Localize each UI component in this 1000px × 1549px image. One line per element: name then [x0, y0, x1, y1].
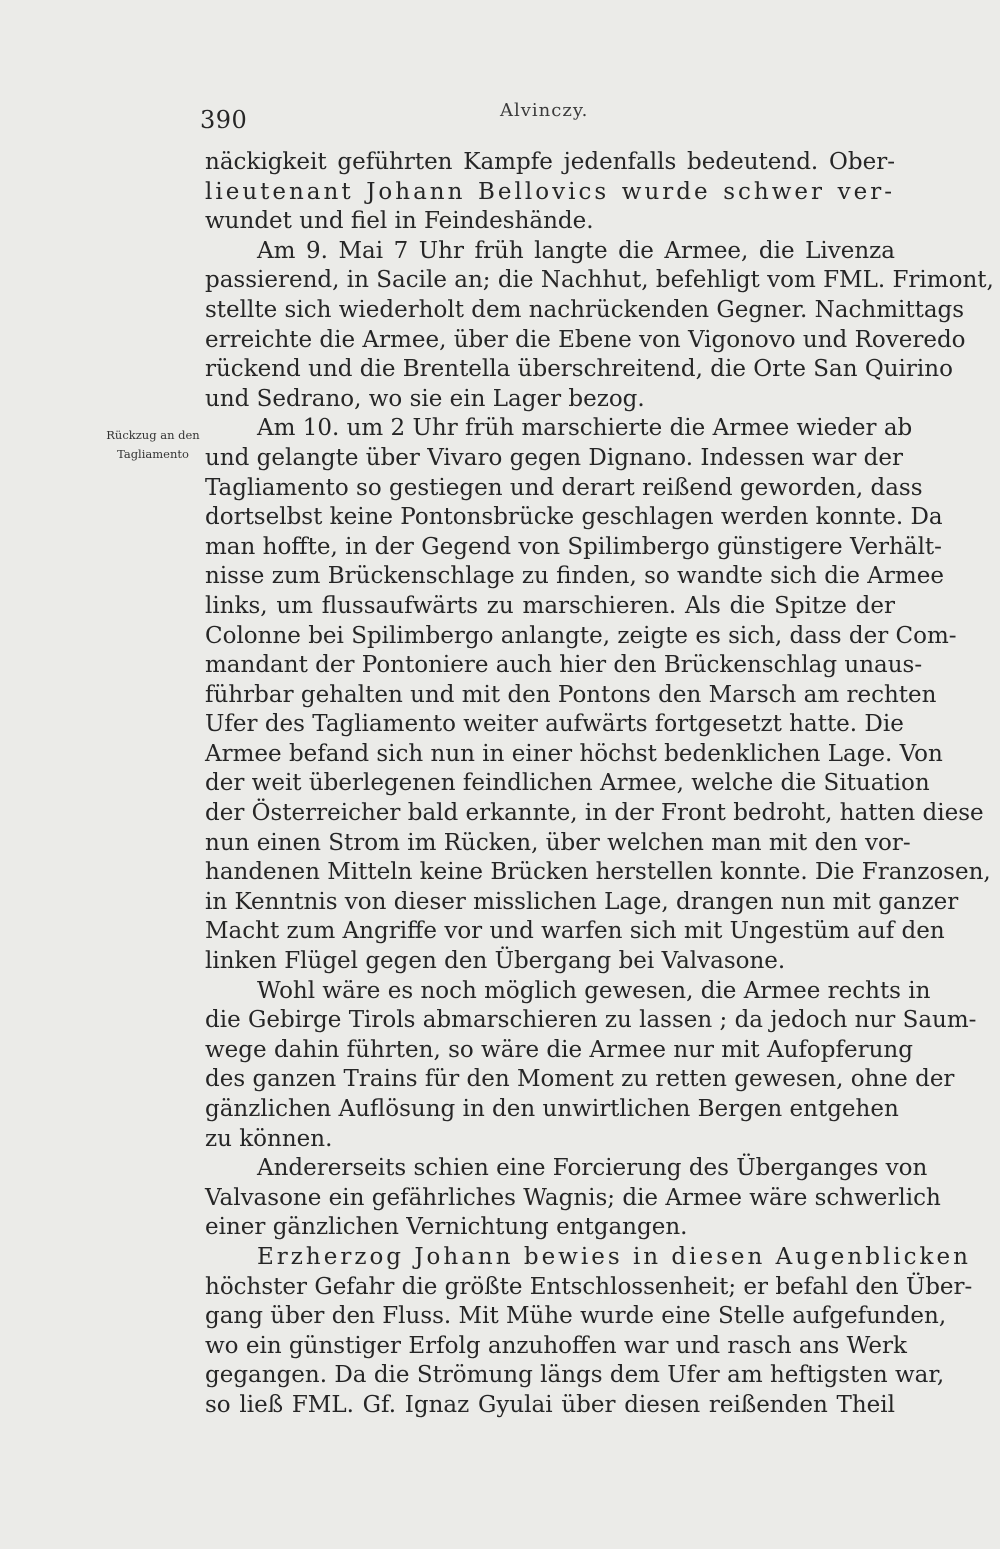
page-header	[200, 100, 890, 140]
body-text	[205, 148, 994, 1421]
text-line: zu können.	[205, 1125, 333, 1152]
text-line: in Kenntnis von dieser misslichen Lage, drangen nun mit ganzer	[205, 888, 959, 915]
text-line: Colonne bei Spilimbergo anlangte, zeigte es sich, dass der Com-	[205, 622, 957, 649]
page-number: 390	[200, 106, 248, 134]
text-line: gegangen. Da die Strömung längs dem Ufer am heftigsten war,	[205, 1362, 945, 1389]
text-line: stellte sich wiederholt dem nachrückenden Gegner. Nachmittags	[205, 296, 965, 323]
text-line: so ließ FML. Gf. Ignaz Gyulai über diesen reißenden Theil	[205, 1391, 895, 1418]
text-line: höchster Gefahr die größte Entschlossenheit; er befahl den Über-	[205, 1273, 973, 1300]
text-line: gänzlichen Auflösung in den unwirtlichen Bergen entgehen	[205, 1096, 899, 1122]
text-line: führbar gehalten und mit den Pontons den Marsch am rechten	[205, 681, 937, 708]
text-line: wundet und fiel in Feindeshände.	[205, 208, 594, 235]
margin-note-line: Rückzug an den	[106, 428, 200, 442]
text-line: Ufer des Tagliamento weiter aufwärts fortgesetzt hatte. Die	[205, 711, 904, 738]
text-line: näckigkeit geführten Kampfe jedenfalls bedeutend. Ober-	[205, 149, 895, 175]
text-line: Tagliamento so gestiegen und derart reißend geworden, dass	[205, 474, 923, 501]
text-line: man hoffte, in der Gegend von Spilimbergo günstigere Verhält-	[205, 533, 942, 560]
text-line: erreichte die Armee, über die Ebene von Vigonovo und Roveredo	[205, 326, 966, 353]
text-line: Armee befand sich nun in einer höchst bedenklichen Lage. Von	[205, 740, 943, 767]
text-line: Valvasone ein gefährliches Wagnis; die Armee wäre schwerlich	[205, 1184, 941, 1211]
text-line: und gelangte über Vivaro gegen Dignano. Indessen war der	[205, 444, 903, 471]
text-line: nisse zum Brückenschlage zu finden, so wandte sich die Armee	[205, 563, 944, 590]
text-line: Andererseits schien eine Forcierung des Überganges von	[257, 1155, 928, 1182]
text-line: lieutenant Johann Bellovics wurde schwer ver-	[205, 178, 895, 205]
text-line: dortselbst keine Pontonsbrücke geschlagen werden konnte. Da	[205, 504, 943, 531]
text-line: Macht zum Angriffe vor und warfen sich mit Ungestüm auf den	[205, 918, 945, 945]
text-line: nun einen Strom im Rücken, über welchen man mit den vor-	[205, 829, 911, 856]
text-line: der Österreicher bald erkannte, in der Front bedroht, hatten diese	[205, 800, 984, 827]
text-line: die Gebirge Tirols abmarschieren zu lassen ; da jedoch nur Saum-	[205, 1007, 977, 1034]
text-line: wege dahin führten, so wäre die Armee nur mit Aufopferung	[205, 1036, 913, 1063]
text-line: wo ein günstiger Erfolg anzuhoffen war und rasch ans Werk	[205, 1332, 907, 1359]
text-line: links, um flussaufwärts zu marschieren. Als die Spitze der	[205, 592, 895, 619]
text-line: der weit überlegenen feindlichen Armee, welche die Situation	[205, 770, 930, 797]
text-line: linken Flügel gegen den Übergang bei Valvasone.	[205, 948, 786, 975]
text-line: Am 9. Mai 7 Uhr früh langte die Armee, die Livenza	[257, 237, 895, 264]
text-line: gang über den Fluss. Mit Mühe wurde eine Stelle aufgefunden,	[205, 1303, 947, 1330]
text-line: des ganzen Trains für den Moment zu retten gewesen, ohne der	[205, 1066, 955, 1093]
text-line: rückend und die Brentella überschreitend, die Orte San Quirino	[205, 356, 953, 383]
running-title: Alvinczy.	[500, 100, 589, 121]
text-line: Erzherzog Johann bewies in diesen Augenblicken	[257, 1243, 971, 1270]
text-line: handenen Mitteln keine Brücken herstellen konnte. Die Franzosen,	[205, 859, 991, 886]
text-line: und Sedrano, wo sie ein Lager bezog.	[205, 385, 645, 412]
text-line: Wohl wäre es noch möglich gewesen, die Armee rechts in	[257, 977, 931, 1004]
margin-note-line: Tagliamento	[117, 447, 189, 461]
text-line: mandant der Pontoniere auch hier den Brückenschlag unaus-	[205, 652, 923, 679]
text-line: einer gänzlichen Vernichtung entgangen.	[205, 1214, 688, 1241]
text-line: Am 10. um 2 Uhr früh marschierte die Armee wieder ab	[257, 415, 913, 442]
margin-note	[93, 426, 213, 464]
text-line: passierend, in Sacile an; die Nachhut, befehligt vom FML. Frimont,	[205, 267, 994, 294]
